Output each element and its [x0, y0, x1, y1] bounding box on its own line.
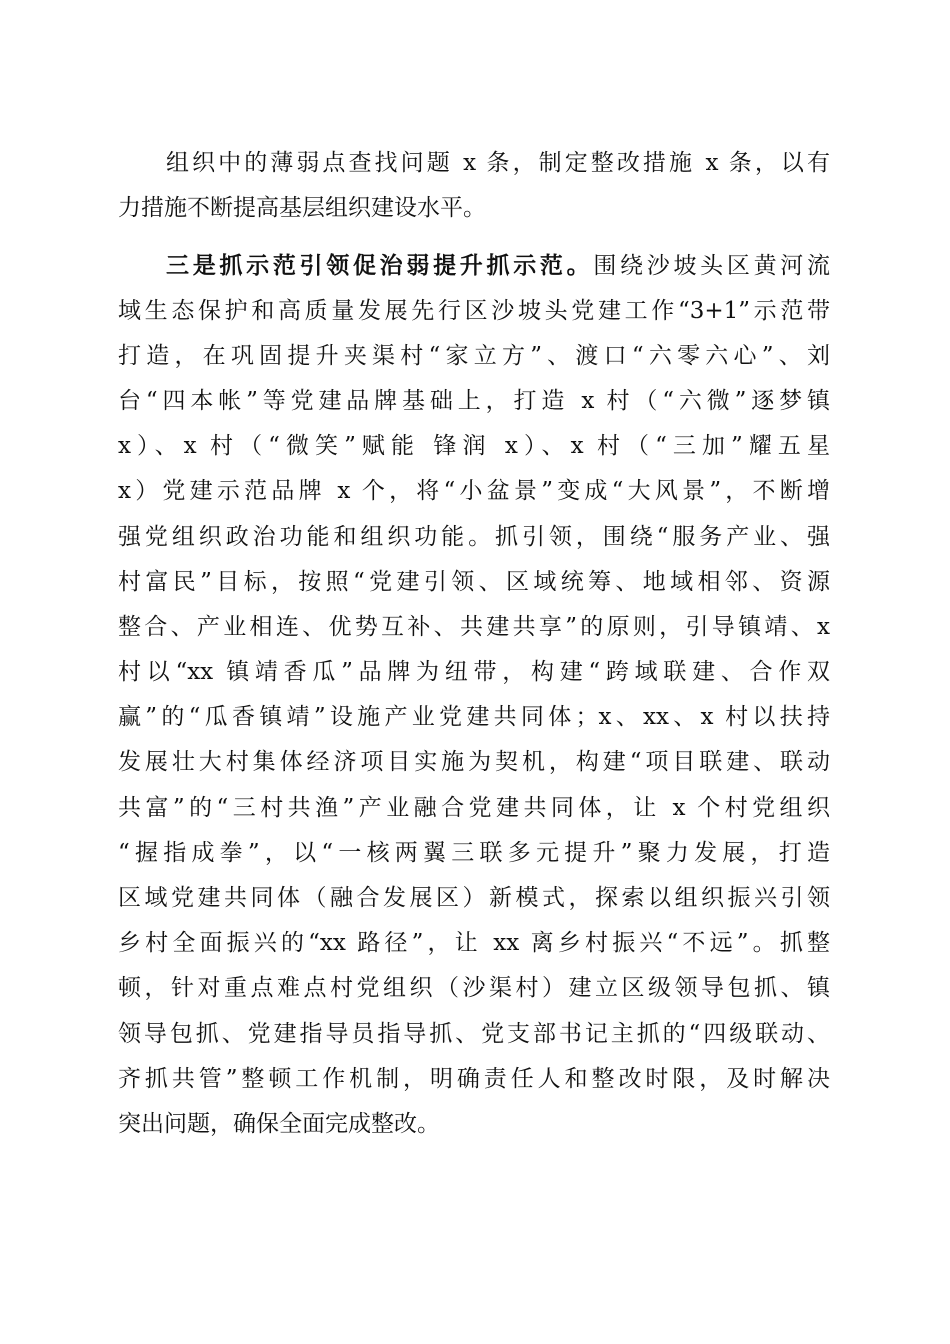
paragraph-2-line: “握指成拳”，以“一核两翼三联多元提升”聚力发展，打造	[118, 839, 830, 866]
paragraph-1-line-2: 力措施不断提高基层组织建设水平。	[118, 195, 486, 222]
paragraph-2-line: x）、x 村（“微笑”赋能 锋润 x）、x 村（“三加”耀五星	[118, 433, 830, 460]
paragraph-heading: 三是抓示范引领促治弱提升抓示范。	[166, 252, 594, 280]
paragraph-2-line: x）党建示范品牌 x 个，将“小盆景”变成“大风景”，不断增	[118, 478, 830, 505]
paragraph-2-line: 乡村全面振兴的“xx 路径”，让 xx 离乡村振兴“不远”。抓整	[118, 930, 830, 957]
document-body	[118, 141, 830, 1147]
paragraph-2-line: 区域党建共同体（融合发展区）新模式，探索以组织振兴引领	[118, 885, 830, 911]
paragraph-2-line: 强党组织政治功能和组织功能。抓引领，围绕“服务产业、强	[118, 523, 830, 550]
paragraph-2-line-1	[118, 243, 830, 288]
paragraph-2-last-line: 突出问题，确保全面完成整改。	[118, 1110, 440, 1137]
paragraph-2-line: 台“四本帐”等党建品牌基础上，打造 x 村（“六微”逐梦镇	[118, 387, 830, 414]
paragraph-2-line: 领导包抓、党建指导员指导抓、党支部书记主抓的“四级联动、	[118, 1020, 830, 1047]
paragraph-2-line: 村富民”目标，按照“党建引领、区域统筹、地域相邻、资源	[118, 568, 830, 595]
paragraph-2-line: 顿，针对重点难点村党组织（沙渠村）建立区级领导包抓、镇	[118, 975, 830, 1002]
paragraph-2	[118, 243, 830, 1147]
paragraph-2-line: 打造，在巩固提升夹渠村“家立方”、渡口“六零六心”、刘	[118, 342, 830, 369]
paragraph-2-line: 村以“xx 镇靖香瓜”品牌为纽带，构建“跨域联建、合作双	[118, 659, 830, 686]
paragraph-2-line: 齐抓共管”整顿工作机制，明确责任人和整改时限，及时解决	[118, 1065, 830, 1092]
paragraph-2-line-1-rest: 围绕沙坡头区黄河流	[593, 253, 831, 280]
paragraph-2-line: 赢”的“瓜香镇靖”设施产业党建共同体；x、xx、x 村以扶持	[118, 704, 830, 731]
paragraph-2-line: 发展壮大村集体经济项目实施为契机，构建“项目联建、联动	[118, 749, 830, 776]
paragraph-1	[118, 141, 830, 231]
paragraph-2-line: 整合、产业相连、优势互补、共建共享”的原则，引导镇靖、x	[118, 613, 830, 640]
paragraph-2-line: 域生态保护和高质量发展先行区沙坡头党建工作“3+1”示范带	[118, 297, 830, 324]
paragraph-1-line-1: 组织中的薄弱点查找问题 x 条，制定整改措施 x 条，以有	[166, 150, 830, 176]
paragraph-2-line: 共富”的“三村共渔”产业融合党建共同体，让 x 个村党组织	[118, 794, 830, 821]
